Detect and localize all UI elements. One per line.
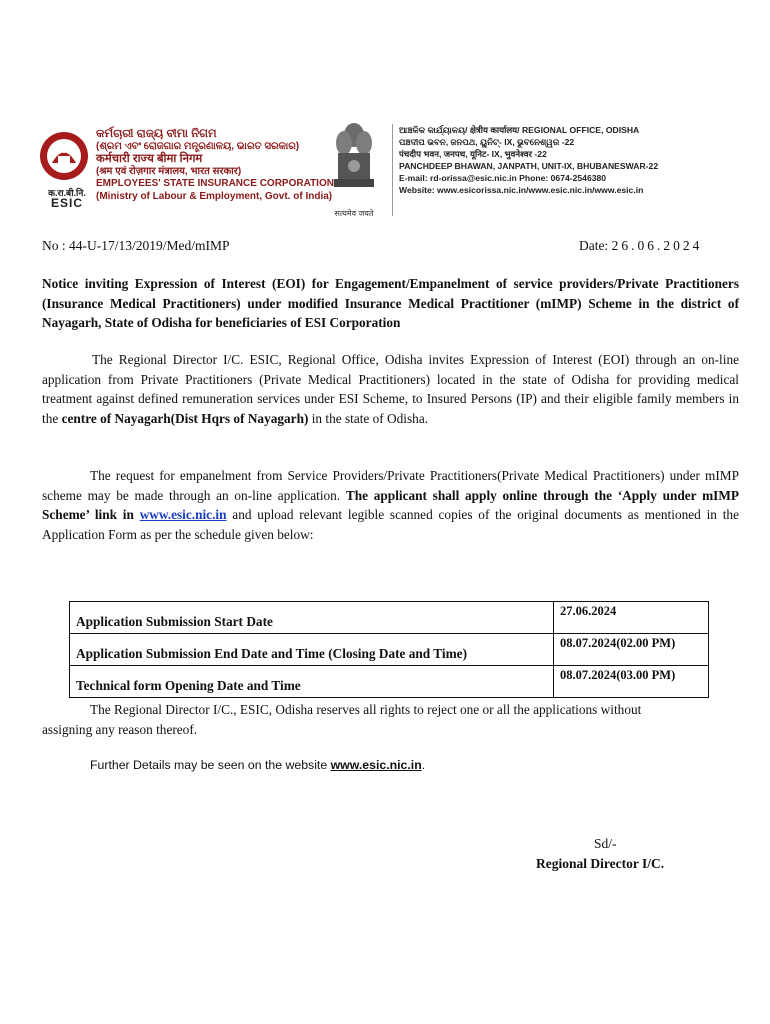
schedule-value: 27.06.2024: [554, 602, 709, 634]
esic-abbreviation: क.रा.बी.नि. ESIC: [48, 188, 86, 210]
national-emblem-icon: [326, 108, 382, 218]
table-row: [70, 634, 709, 666]
signature-mark: Sd/-: [594, 836, 617, 851]
reference-number: No : 44-U-17/13/2019/Med/mIMP: [42, 238, 230, 253]
schedule-label: Application Submission End Date and Time (Closing Date and Time): [70, 634, 554, 666]
centre-name: centre of Nayagarh(Dist Hqrs of Nayagarh): [61, 410, 309, 426]
office-address: ଆଞ୍ଚଳିକ କାର୍ଯ୍ୟାଳୟ/ क्षेत्रीय कार्यालय/ REGIONAL OFFICE, ODISHA ପଞ୍ଚଦୀପ ଭବନ, ଜନପଥ, ୟୁନିଟ୍- IX, ଭୁବନେଶ୍ୱର -22 पंचदीप भवन, जनपथ, यूनिट- IX, भुवनेश्वर -22 PANCHDEEP BHAWAN, JANPATH, UNIT-IX, BHUBANESWAR-22 E-mail: rd-orissa@esic.nic.in Phone: 0674-2546380 Website: www.esicorissa.nic.in/www.esic.nic.in/www.esic.in: [392, 124, 642, 216]
schedule-value: 08.07.2024(03.00 PM): [554, 666, 709, 698]
paragraph-application: The request for empanelment from Service Providers/Private Practitioners(Private Medical Practitioners) under mIMP scheme may be made through an on-line application. The applicant shall apply online through the ‘Apply under mIMP Scheme’ link in www.esic.nic.in and upload relevant legible scanned copies of the original documents as mentioned in the Application Form as per the schedule given below:: [42, 468, 739, 542]
schedule-label: Technical form Opening Date and Time: [70, 666, 554, 698]
paragraph-reservation: The Regional Director I/C., ESIC, Odisha reserves all rights to reject one or all the applications without assigning any reason thereof.: [42, 702, 642, 737]
schedule-label: Application Submission Start Date: [70, 602, 554, 634]
emblem-caption: सत्यमेव जयते: [334, 209, 374, 218]
esic-website-link[interactable]: www.esic.nic.in: [139, 507, 227, 523]
table-row: [70, 666, 709, 698]
further-details-link[interactable]: www.esic.nic.in: [330, 758, 422, 772]
notice-title: Notice inviting Expression of Interest (EOI) for Engagement/Empanelment of service providers/Private Practitioners (Insurance Medical Practitioners) under modified Insurance Medical Practitioner (mIMP) Scheme in the district of Nayagarh, State of Odisha for beneficiaries of ESI Corporation: [42, 276, 739, 331]
letterhead: [38, 108, 659, 220]
paragraph-invitation: The Regional Director I/C. ESIC, Regional Office, Odisha invites Expression of Interest (EOI) through an on-line application from Private Practitioners (Private Medical Practitioners) located in the state of Odisha for providing medical treatment against defined remuneration services under ESI Scheme, to Insured Persons (IP) and their eligible family members in the centre of Nayagarh(Dist Hqrs of Nayagarh) in the state of Odisha.: [42, 352, 739, 426]
schedule-table: [69, 601, 709, 698]
table-row: [70, 602, 709, 634]
date-label: Date:: [579, 238, 609, 253]
schedule-value: 08.07.2024(02.00 PM): [554, 634, 709, 666]
signatory-title: Regional Director I/C.: [536, 856, 665, 871]
organisation-name: କର୍ମଚାରୀ ରାଜ୍ୟ ବୀମା ନିଗମ (ଶ୍ରମ ଏବଂ ରୋଜଗାର ମନ୍ତ୍ରଣାଳୟ, ଭାରତ ସରକାର) कर्मचारी राज्य बीमा निगम (श्रम एवं रोज़गार मंत्रालय, भारत सरकार) EMPLOYEES' STATE INSURANCE CORPORATION (Ministry of Labour & Employment, Govt. of India): [96, 128, 334, 202]
further-details: Further Details may be seen on the website www.esic.nic.in.: [90, 758, 426, 772]
date-value: 26.06.2024: [611, 238, 703, 253]
esic-logo-icon: [38, 130, 90, 182]
notice-date: [579, 238, 702, 254]
